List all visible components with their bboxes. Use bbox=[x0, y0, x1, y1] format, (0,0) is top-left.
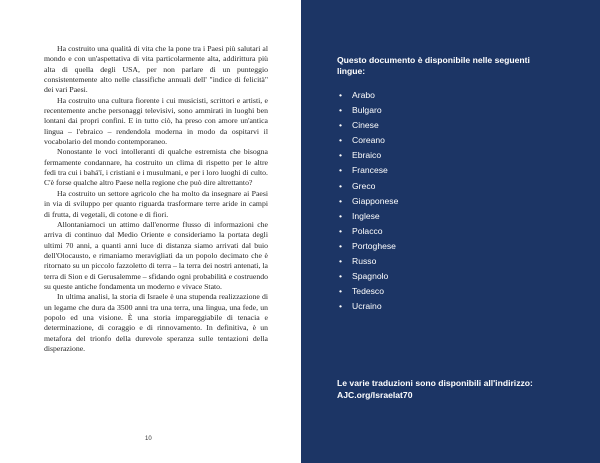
paragraph: Nonostante le voci intolleranti di qualche estremista che bisogna fermamente condannare, ha costruito un clima di rispetto per le altre fedi tra cui i bahá'í, i cristiani e i musulmani, e per i loro luoghi di culto. C'è forse qualche altro Paese nella regione che può dire altrettanto? bbox=[44, 147, 268, 188]
paragraph: Allontaniamoci un attimo dall'enorme flusso di informazioni che arriva di continuo dal Medio Oriente e consideriamo la portata degli ultimi 70 anni, a quanti anni luce di distanza siamo arrivati dal buio dell'Olocausto, e rimaniamo meravigliati da un popolo decimato che è ritornato su un piccolo fazzoletto di terra – la terra dei nostri antenati, la terra di Sion e di Gerusalemme – sfidando ogni probabilità e costruendo su queste antiche fondamenta un moderno e vivace Stato. bbox=[44, 219, 268, 291]
page-number: 10 bbox=[145, 436, 152, 442]
bullet-icon: • bbox=[339, 256, 343, 267]
language-label: Polacco bbox=[352, 225, 383, 236]
language-item bbox=[339, 179, 398, 194]
bullet-icon: • bbox=[339, 195, 343, 206]
bullet-icon: • bbox=[339, 225, 343, 236]
language-label: Francese bbox=[352, 165, 388, 176]
language-item bbox=[339, 239, 398, 254]
bullet-icon: • bbox=[339, 240, 343, 251]
bullet-icon: • bbox=[339, 271, 343, 282]
bullet-icon: • bbox=[339, 150, 343, 161]
language-list bbox=[339, 88, 398, 314]
language-label: Arabo bbox=[352, 90, 375, 100]
right-page-panel bbox=[301, 0, 600, 463]
language-label: Ebraico bbox=[352, 150, 382, 161]
paragraph: Ha costruito una qualità di vita che la pone tra i Paesi più salutari al mondo e con un'aspettativa di vita particolarmente alta, addirittura più alta di quella degli USA, per non parlare di un punteggio consistentemente alto nelle classifiche annuali dell' "indice di felicità" dei vari Paesi. bbox=[44, 44, 268, 95]
translations-note bbox=[337, 378, 577, 401]
language-label: Bulgaro bbox=[352, 105, 382, 116]
paragraph: Ha costruito un settore agricolo che ha molto da insegnare ai Paesi in via di sviluppo per quanto riguarda trasformare terre aride in campi di frutta, di vegetali, di cotone e di fiori. bbox=[44, 188, 268, 219]
bullet-icon: • bbox=[339, 210, 343, 221]
bullet-icon: • bbox=[339, 120, 343, 131]
bullet-icon: • bbox=[339, 165, 343, 176]
language-item bbox=[339, 133, 398, 148]
language-item bbox=[339, 194, 398, 209]
language-item bbox=[339, 269, 398, 284]
bullet-icon: • bbox=[339, 180, 343, 191]
language-label: Portoghese bbox=[352, 240, 396, 251]
language-label: Spagnolo bbox=[352, 271, 389, 282]
bullet-icon: • bbox=[339, 105, 343, 116]
language-item bbox=[339, 224, 398, 239]
language-label: Greco bbox=[352, 180, 376, 191]
language-label: Russo bbox=[352, 256, 377, 267]
translations-url-link[interactable]: AJC.org/Israelat70 bbox=[337, 389, 413, 400]
paragraph: Ha costruito una cultura fiorente i cui musicisti, scrittori e artisti, e recentemente anche personaggi televisivi, sono ammirati in luoghi ben lontani dai propri confini. E in tutto ciò, ha preso con amore un'antica lingua – l'ebraico – rendendola moderna in modo da ospitarvi il vocabolario del mondo contemporaneo. bbox=[44, 95, 268, 147]
bullet-icon: • bbox=[339, 286, 343, 297]
bullet-icon: • bbox=[339, 135, 343, 146]
translations-note-text: Le varie traduzioni sono disponibili all'indirizzo: bbox=[337, 378, 533, 388]
language-item bbox=[339, 103, 398, 118]
language-item bbox=[339, 299, 398, 314]
paragraph: In ultima analisi, la storia di Israele è una stupenda realizzazione di un legame che dura da 3500 anni tra una terra, una lingua, una fede, un popolo ed una visione. È una storia impareggiabile di tenacia e determinazione, di coraggio e di rinnovamento. In definitiva, è un metafora del trionfo della durevole speranza sulle tentazioni della disperazione. bbox=[44, 292, 268, 353]
language-item bbox=[339, 254, 398, 269]
body-text bbox=[44, 44, 268, 354]
language-label: Coreano bbox=[352, 135, 385, 146]
language-label: Tedesco bbox=[352, 286, 385, 297]
language-item bbox=[339, 148, 398, 163]
language-label: Ucraino bbox=[352, 301, 382, 312]
language-label: Inglese bbox=[352, 210, 380, 221]
bullet-icon: • bbox=[339, 301, 343, 312]
language-item bbox=[339, 163, 398, 178]
language-item bbox=[339, 284, 398, 299]
language-item bbox=[339, 118, 398, 133]
language-item bbox=[339, 209, 398, 224]
language-item bbox=[339, 88, 398, 103]
bullet-icon: • bbox=[339, 90, 343, 100]
language-label: Giapponese bbox=[352, 195, 399, 206]
availability-heading: Questo documento è disponibile nelle seguenti lingue: bbox=[337, 55, 530, 76]
language-label: Cinese bbox=[352, 120, 379, 131]
